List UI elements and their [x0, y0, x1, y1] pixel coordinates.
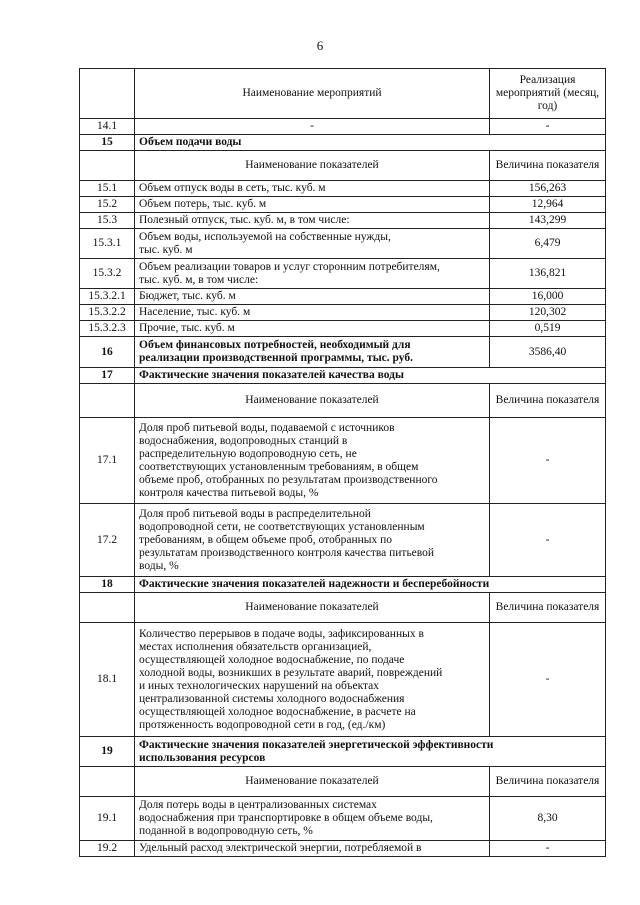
- indicator-header-row: [80, 384, 606, 418]
- row-name: Объем потерь, тыс. куб. м: [135, 197, 490, 213]
- indicator-header-name: Наименование показателей: [135, 384, 490, 418]
- row-name: Бюджет, тыс. куб. м: [135, 289, 490, 305]
- table-row: [80, 181, 606, 197]
- section-title: Фактические значения показателей надежности и бесперебойности: [135, 577, 606, 593]
- row-number: 17.2: [80, 504, 135, 577]
- row-number: 15.3.1: [80, 229, 135, 259]
- production-program-table: [79, 68, 606, 857]
- row-number: 19: [80, 737, 135, 767]
- row-number: 18: [80, 577, 135, 593]
- row-number: 16: [80, 337, 135, 368]
- indicator-header-value: Величина показателя: [490, 384, 606, 418]
- row-number: 15.3.2.3: [80, 321, 135, 337]
- row-name: Доля проб питьевой воды в распределительной водопроводной сети, не соответствующих установленным требованиям, в общем объеме проб, отобранных по результатам производственного контроля качества питьевой воды, %: [135, 504, 490, 577]
- row-value: 16,000: [490, 289, 606, 305]
- page-number: 6: [316, 38, 324, 53]
- row-number: 15: [80, 135, 135, 151]
- row-value: 143,299: [490, 213, 606, 229]
- table-row: [80, 119, 606, 135]
- row-value: 12,964: [490, 197, 606, 213]
- row-value: 136,821: [490, 259, 606, 289]
- row-value: 156,263: [490, 181, 606, 197]
- header-value-col: Реализация мероприятий (месяц, год): [490, 69, 606, 119]
- table-row: [80, 321, 606, 337]
- table-row: [80, 841, 606, 857]
- row-number: 15.2: [80, 197, 135, 213]
- row-number: 18.1: [80, 623, 135, 737]
- row-name: Объем реализации товаров и услуг сторонним потребителям, тыс. куб. м, в том числе:: [135, 259, 490, 289]
- row-name: Полезный отпуск, тыс. куб. м, в том числе:: [135, 213, 490, 229]
- table-row: [80, 305, 606, 321]
- row-name: Удельный расход электрической энергии, потребляемой в: [135, 841, 490, 857]
- section-row: [80, 577, 606, 593]
- row-number: 15.3.2: [80, 259, 135, 289]
- row-number: 15.3: [80, 213, 135, 229]
- row-value: -: [490, 119, 606, 135]
- table-row: [80, 289, 606, 305]
- table-row: [80, 418, 606, 504]
- row-name: Объем воды, используемой на собственные нужды, тыс. куб. м: [135, 229, 490, 259]
- table-header-row: [80, 69, 606, 119]
- section-title: Объем подачи воды: [135, 135, 606, 151]
- indicator-header-value: Величина показателя: [490, 151, 606, 181]
- row-number: 19.1: [80, 797, 135, 841]
- row-name: Доля потерь воды в централизованных системах водоснабжения при транспортировке в общем объеме воды, поданной в водопроводную сеть, %: [135, 797, 490, 841]
- row-number: 15.3.2.2: [80, 305, 135, 321]
- header-name-col: Наименование мероприятий: [135, 69, 490, 119]
- table-row: [80, 797, 606, 841]
- indicator-header-name: Наименование показателей: [135, 593, 490, 623]
- indicator-header-name: Наименование показателей: [135, 151, 490, 181]
- row-name: Объем финансовых потребностей, необходимый для реализации производственной программы, тыс. руб.: [135, 337, 490, 368]
- indicator-header-row: [80, 151, 606, 181]
- indicator-header-name: Наименование показателей: [135, 767, 490, 797]
- row-number: 14.1: [80, 119, 135, 135]
- row-name: Прочие, тыс. куб. м: [135, 321, 490, 337]
- section-row: [80, 737, 606, 767]
- row-value: 3586,40: [490, 337, 606, 368]
- table-row: [80, 197, 606, 213]
- section-title: Фактические значения показателей энергетической эффективности использования ресурсов: [135, 737, 606, 767]
- table-row: [80, 337, 606, 368]
- row-number: 19.2: [80, 841, 135, 857]
- row-value: -: [490, 841, 606, 857]
- row-value: -: [490, 418, 606, 504]
- row-number: 15.1: [80, 181, 135, 197]
- section-title: Фактические значения показателей качества воды: [135, 368, 606, 384]
- row-name: Количество перерывов в подаче воды, зафиксированных в местах исполнения обязательств организацией, осуществляющей холодное водоснабжение, по подаче холодной воды, возникших в результате аварий, повреждений и иных технологических нарушений на объектах централизованной системы холодного водоснабжения осуществляющей холодное водоснабжение, в расчете на протяженность водопроводной сети в год, (ед./км): [135, 623, 490, 737]
- section-row: [80, 135, 606, 151]
- row-value: 0,519: [490, 321, 606, 337]
- row-value: -: [490, 623, 606, 737]
- row-value: 6,479: [490, 229, 606, 259]
- row-value: -: [490, 504, 606, 577]
- indicator-header-value: Величина показателя: [490, 767, 606, 797]
- table-row: [80, 623, 606, 737]
- row-name: Население, тыс. куб. м: [135, 305, 490, 321]
- table-row: [80, 213, 606, 229]
- indicator-header-row: [80, 593, 606, 623]
- table-row: [80, 259, 606, 289]
- row-value: 120,302: [490, 305, 606, 321]
- row-name: Объем отпуск воды в сеть, тыс. куб. м: [135, 181, 490, 197]
- indicator-header-value: Величина показателя: [490, 593, 606, 623]
- section-row: [80, 368, 606, 384]
- row-value: 8,30: [490, 797, 606, 841]
- row-number: 15.3.2.1: [80, 289, 135, 305]
- row-name: Доля проб питьевой воды, подаваемой с источников водоснабжения, водопроводных станций в распределительную водопроводную сеть, не соответствующих установленным требованиям, в общем объеме проб, отобранных по результатам производственного контроля качества питьевой воды, %: [135, 418, 490, 504]
- row-number: 17.1: [80, 418, 135, 504]
- indicator-header-row: [80, 767, 606, 797]
- row-number: 17: [80, 368, 135, 384]
- table-row: [80, 504, 606, 577]
- table-row: [80, 229, 606, 259]
- row-name: -: [135, 119, 490, 135]
